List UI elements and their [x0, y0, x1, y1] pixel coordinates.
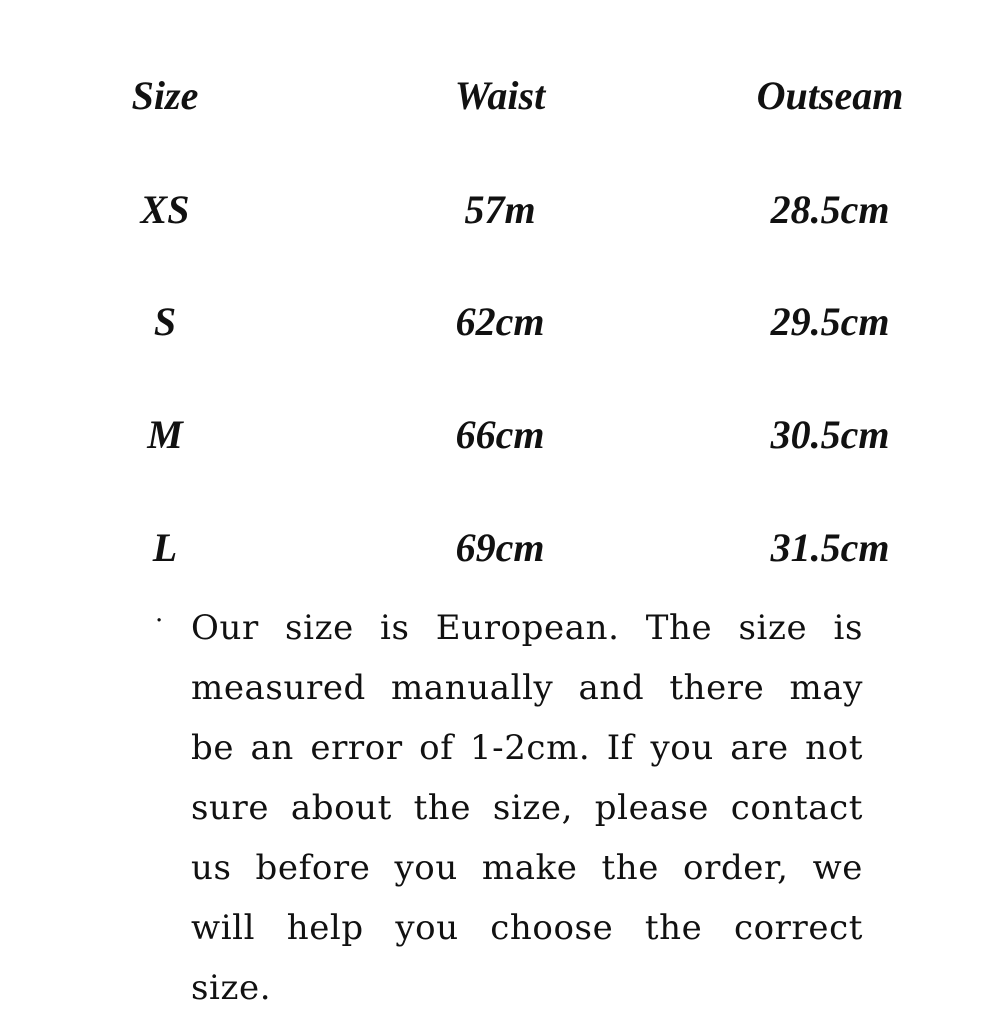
waist-m: 66cm: [455, 412, 545, 457]
size-s: S: [153, 299, 177, 344]
header-size: Size: [131, 73, 199, 118]
outseam-xs: 28.5cm: [770, 187, 890, 232]
waist-xs: 57m: [464, 187, 536, 232]
outseam-s: 29.5cm: [770, 299, 890, 344]
waist-l: 69cm: [455, 525, 545, 570]
waist-s: 62cm: [455, 299, 545, 344]
outseam-m: 30.5cm: [770, 412, 890, 457]
outseam-l: 31.5cm: [770, 525, 890, 570]
header-waist: Waist: [454, 73, 546, 118]
header-outseam: Outseam: [756, 73, 904, 118]
size-m: M: [147, 412, 183, 457]
bullet-icon: ·: [155, 606, 164, 636]
size-xs: XS: [140, 187, 190, 232]
size-note-text: Our size is European. The size is measured manually and there may be an error of 1-2cm. If you are not sure about the size, please contact us before you make the order, we will help you choose the correct size.: [191, 608, 863, 1008]
size-l: L: [152, 525, 178, 570]
